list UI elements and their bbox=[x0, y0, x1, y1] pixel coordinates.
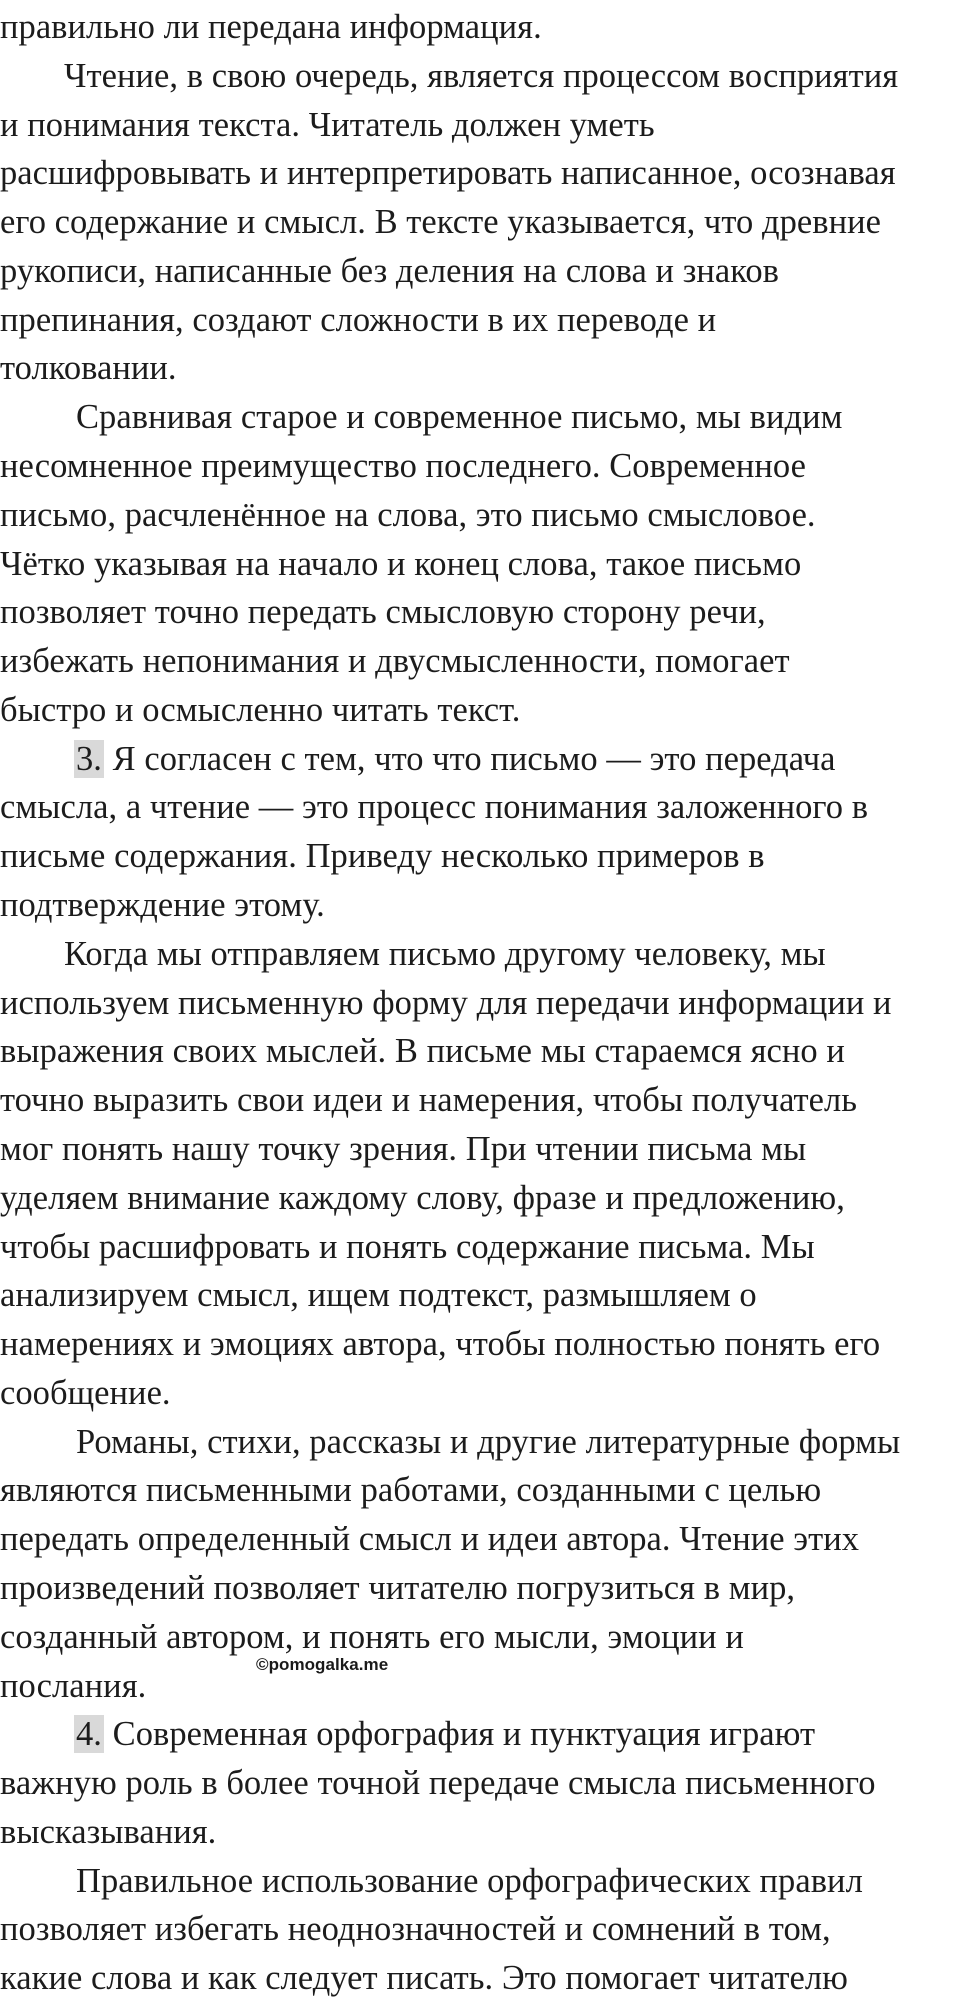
text-line bbox=[0, 637, 790, 686]
line-text: подтверждение этому. bbox=[0, 886, 325, 925]
text-line bbox=[0, 442, 806, 491]
line-text: сообщение. bbox=[0, 1373, 171, 1412]
text-line bbox=[0, 686, 520, 735]
line-text: анализируем смысл, ищем подтекст, размышляем о bbox=[0, 1276, 757, 1315]
line-text: расшифровывать и интерпретировать написанное, осознавая bbox=[0, 154, 896, 193]
line-text: письмо, расчленённое на слова, это письмо смысловое. bbox=[0, 495, 816, 534]
line-text: Чтение, в свою очередь, является процессом восприятия bbox=[64, 56, 899, 95]
text-line bbox=[76, 393, 843, 442]
line-text: его содержание и смысл. В тексте указывается, что древние bbox=[0, 203, 881, 242]
text-line bbox=[0, 1808, 216, 1857]
text-line bbox=[0, 1223, 815, 1272]
text-line bbox=[76, 1418, 900, 1467]
text-line bbox=[0, 344, 177, 393]
line-text: Когда мы отправляем письмо другому человеку, мы bbox=[64, 934, 826, 973]
text-line bbox=[74, 735, 836, 784]
text-line bbox=[0, 1662, 146, 1711]
text-line bbox=[0, 1027, 845, 1076]
text-line bbox=[0, 1320, 880, 1369]
line-text: быстро и осмысленно читать текст. bbox=[0, 690, 521, 729]
text-line bbox=[0, 491, 816, 540]
text-line bbox=[0, 832, 765, 881]
line-text: выражения своих мыслей. В письме мы стараемся ясно и bbox=[0, 1032, 845, 1071]
line-text: избежать непонимания и двусмысленности, помогает bbox=[0, 642, 790, 681]
line-text: Романы, стихи, рассказы и другие литературные формы bbox=[76, 1422, 901, 1461]
text-line bbox=[0, 1954, 848, 2003]
line-text: передать определенный смысл и идеи автора. Чтение этих bbox=[0, 1520, 860, 1559]
text-line bbox=[0, 1174, 845, 1223]
text-line bbox=[0, 247, 779, 296]
text-line bbox=[0, 1271, 757, 1320]
line-text: Чётко указывая на начало и конец слова, такое письмо bbox=[0, 544, 802, 583]
line-text: уделяем внимание каждому слову, фразе и предложению, bbox=[0, 1178, 845, 1217]
text-line bbox=[0, 1369, 171, 1418]
text-line bbox=[74, 1710, 815, 1759]
text-line bbox=[0, 588, 766, 637]
line-text: Сравнивая старое и современное письмо, мы видим bbox=[76, 398, 843, 437]
line-text: произведений позволяет читателю погрузиться в мир, bbox=[0, 1568, 796, 1607]
line-text: рукописи, написанные без деления на слова и знаков bbox=[0, 251, 779, 290]
line-text: важную роль в более точной передаче смысла письменного bbox=[0, 1764, 876, 1803]
line-text: являются письменными работами, созданными с целью bbox=[0, 1471, 822, 1510]
line-text: и понимания текста. Читатель должен уметь bbox=[0, 105, 655, 144]
text-line bbox=[0, 783, 868, 832]
line-text: чтобы расшифровать и понять содержание письма. Мы bbox=[0, 1227, 815, 1266]
text-line bbox=[0, 1515, 859, 1564]
text-line bbox=[0, 881, 325, 930]
text-line bbox=[76, 1857, 863, 1906]
line-text: мог понять нашу точку зрения. При чтении письма мы bbox=[0, 1129, 807, 1168]
line-text: намерениях и эмоциях автора, чтобы полностью понять его bbox=[0, 1325, 881, 1364]
text-line bbox=[0, 979, 892, 1028]
line-text: высказывания. bbox=[0, 1812, 217, 1851]
text-line bbox=[0, 1905, 831, 1954]
text-line bbox=[0, 101, 655, 150]
text-line bbox=[64, 930, 826, 979]
line-text: Я согласен с тем, что что письмо — это передача bbox=[103, 739, 836, 778]
text-line bbox=[0, 1125, 806, 1174]
text-line bbox=[0, 540, 801, 589]
line-text: Правильное использование орфографических правил bbox=[76, 1861, 863, 1900]
line-text: позволяет избегать неоднозначностей и сомнений в том, bbox=[0, 1910, 831, 1949]
line-text: правильно ли передана информация. bbox=[0, 8, 542, 46]
text-line bbox=[0, 1759, 876, 1808]
text-line bbox=[0, 198, 881, 247]
line-text: Современная орфография и пунктуация играют bbox=[103, 1715, 816, 1754]
item-number: 3. bbox=[76, 739, 102, 778]
text-line bbox=[64, 52, 898, 101]
line-text: точно выразить свои идеи и намерения, чтобы получатель bbox=[0, 1081, 858, 1120]
line-text: препинания, создают сложности в их переводе и bbox=[0, 300, 717, 339]
line-text: послания. bbox=[0, 1666, 147, 1705]
line-text: смысла, а чтение — это процесс понимания заложенного в bbox=[0, 788, 869, 827]
line-text: используем письменную форму для передачи информации и bbox=[0, 983, 892, 1022]
text-line bbox=[0, 1564, 795, 1613]
line-text: созданный автором, и понять его мысли, эмоции и bbox=[0, 1617, 744, 1656]
line-text: письме содержания. Приведу несколько примеров в bbox=[0, 837, 765, 876]
line-text: толковании. bbox=[0, 349, 177, 388]
text-line bbox=[0, 149, 896, 198]
watermark: ©pomogalka.me bbox=[256, 1655, 389, 1674]
text-line bbox=[0, 1466, 821, 1515]
text-line bbox=[0, 1076, 857, 1125]
line-text: позволяет точно передать смысловую сторону речи, bbox=[0, 593, 766, 632]
line-text: несомненное преимущество последнего. Современное bbox=[0, 447, 806, 486]
line-text: какие слова и как следует писать. Это помогает читателю bbox=[0, 1959, 848, 1998]
text-line bbox=[0, 3, 542, 52]
text-line bbox=[0, 296, 716, 345]
item-number: 4. bbox=[76, 1715, 102, 1754]
